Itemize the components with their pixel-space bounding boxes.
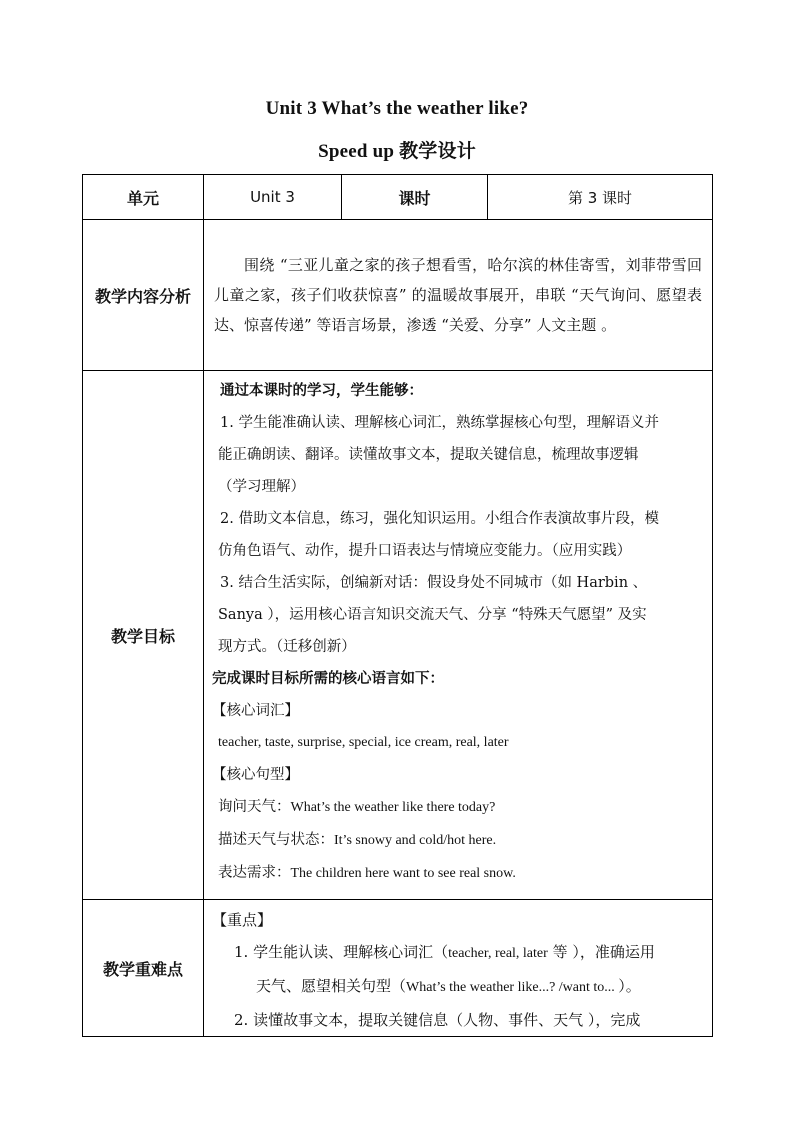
header-row [83, 175, 713, 220]
teaching-goals-content [204, 371, 713, 900]
sentence-describe-weather-label: 描述天气与状态： [218, 832, 334, 848]
core-sentence-heading: 【核心句型】 [212, 767, 299, 783]
core-vocab-heading: 【核心词汇】 [212, 703, 299, 719]
key-point-1-line-2-text-a: 天气、愿望相关句型（ [256, 977, 407, 995]
goal-2-line-1: 2. 借助文本信息，练习，强化知识运用。小组合作表演故事片段，模 [220, 511, 659, 527]
content-analysis-label: 教学内容分析 [83, 220, 204, 371]
sentence-express-need-label: 表达需求： [218, 865, 291, 881]
sentence-describe-weather-text: It’s snowy and cold/hot here. [334, 833, 497, 848]
sentence-ask-weather [212, 791, 704, 824]
sentence-express-need-text: The children here want to see real snow. [290, 866, 516, 881]
key-difficult-points-content [204, 900, 713, 1037]
sentence-ask-weather-text: What’s the weather like there today? [290, 800, 496, 815]
key-difficult-points-label: 教学重难点 [83, 900, 204, 1037]
goal-3-line-1: 3. 结合生活实际，创编新对话：假设身处不同城市（如 Harbin 、 [220, 575, 648, 591]
core-language-intro: 完成课时目标所需的核心语言如下： [212, 670, 444, 687]
key-point-1-line-2-text-b: ）。 [618, 977, 641, 995]
key-point-1-text-a: 1. 学生能认读、理解核心词汇（ [234, 943, 449, 961]
sentence-express-need [212, 857, 704, 890]
goal-3-line-2: Sanya ），运用核心语言知识交流天气、分享 “特殊天气愿望” 及实 [218, 607, 647, 623]
content-analysis-row [83, 220, 713, 371]
key-point-1-patterns: What’s the weather like...? /want to... [406, 980, 619, 995]
key-difficult-points-row [83, 900, 713, 1037]
goal-2-line-2: 仿角色语气、动作，提升口语表达与情境应变能力。（应用实践） [218, 543, 632, 559]
lesson-plan-table [82, 174, 713, 1037]
key-point-1-line-1 [212, 936, 704, 970]
goals-intro: 通过本课时的学习，学生能够： [220, 382, 423, 399]
document-subtitle: Speed up 教学设计 [318, 141, 476, 162]
sentence-ask-weather-label: 询问天气： [218, 799, 291, 815]
key-point-1-line-2 [212, 970, 704, 1004]
goal-1-line-1: 1. 学生能准确认读、理解核心词汇，熟练掌握核心句型，理解语义并 [220, 415, 659, 431]
goal-1-line-2: 能正确朗读、翻译。读懂故事文本，提取关键信息，梳理故事逻辑 [218, 447, 639, 463]
goal-3-line-3: 现方式。（迁移创新） [218, 639, 356, 655]
key-points-heading: 【重点】 [212, 911, 273, 929]
content-analysis-text: 围绕 “三亚儿童之家的孩子想看雪，哈尔滨的林佳寄雪，刘菲带雪回儿童之家，孩子们收获惊喜” 的温暖故事展开，串联 “天气询问、愿望表达、惊喜传递” 等语言场景，渗透 “关爱、分享” 人文主题 。 [204, 220, 713, 371]
teaching-goals-label: 教学目标 [83, 371, 204, 900]
unit-label: 单元 [83, 175, 204, 220]
key-point-2-line-1: 2. 读懂故事文本，提取关键信息（人物、事件、天气 ），完成 [234, 1011, 641, 1029]
goal-1-line-3: （学习理解） [218, 479, 305, 495]
unit-value: Unit 3 [204, 175, 342, 220]
period-value: 第 3 课时 [488, 175, 713, 220]
period-label: 课时 [342, 175, 488, 220]
document-title: Unit 3 What’s the weather like? [265, 98, 529, 119]
core-vocab-list: teacher, taste, surprise, special, ice cream, real, later [218, 735, 509, 750]
teaching-goals-row [83, 371, 713, 900]
sentence-describe-weather [212, 824, 704, 857]
key-point-1-text-b: 等 ），准确运用 [547, 943, 655, 961]
key-point-1-words: teacher, real, later [448, 946, 548, 961]
